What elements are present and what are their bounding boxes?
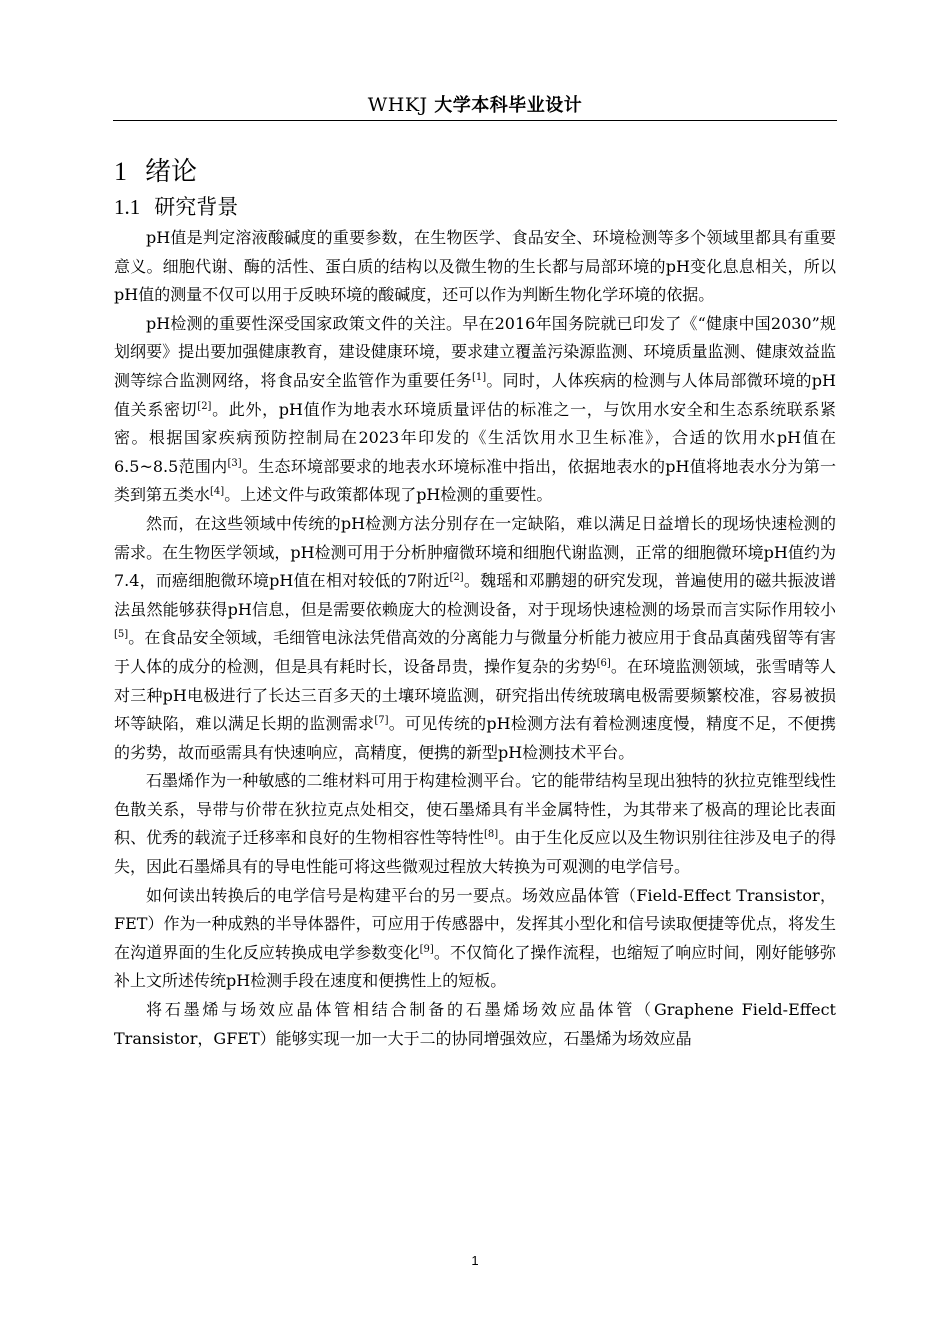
citation-marker: [1] [471,371,487,383]
header-divider [113,120,837,121]
paragraph-text: 。由于生化反应以及生物识别往往涉及电子的得失，因此石墨烯具有的导电性能可将这些微观过程放大转换为可观测的电学信号。 [114,828,836,877]
paragraph-text: 。上述文件与政策都体现了pH检测的重要性。 [224,485,553,505]
document-body [114,150,836,1053]
citation-marker: [4] [210,486,225,498]
body-paragraph [114,767,836,881]
page-header [113,92,837,119]
citation-marker: [9] [419,943,434,955]
section-number: 1.1 [114,195,141,219]
citation-marker: [7] [374,715,389,727]
section-heading [114,192,836,222]
paragraph-text: 。魏瑶和邓鹏翅的研究发现，普遍使用的磁共振波谱法虽然能够获得pH信息，但是需要依赖庞大的检测设备，对于现场快速检测的场景而言实际作用较小 [114,571,836,619]
paragraph-text: 。此外，pH值作为地表水环境质量评估的标准之一，与饮用水安全和生态系统联系紧密。根据国家疾病预防控制局在2023年印发的《生活饮用水卫生标准》，合适的饮用水pH值在6.5~8.5范围内 [114,399,836,476]
paragraph-text: 。可见传统的pH检测方法有着检测速度慢，精度不足，不便携的劣势，故而亟需具有快速响应，高精度，便携的新型pH检测技术平台。 [114,714,836,762]
chapter-heading [114,152,836,192]
section-title: 研究背景 [154,195,239,219]
chapter-number: 1 [114,157,127,186]
header-prefix: WHKJ [367,94,428,116]
paragraphs [114,224,836,1053]
paragraph-text: pH检测的重要性深受国家政策文件的关注。早在2016年国务院就已印发了《“健康中国2030”规划纲要》提出要加强健康教育，建设健康环境，要求建立覆盖污染源监测、环境质量监测、健康效益监测等综合监测网络，将食品安全监管作为重要任务 [114,313,836,390]
paragraph-text: 。不仅简化了操作流程，也缩短了响应时间，刚好能够弥补上文所述传统pH检测手段在速度和便携性上的短板。 [114,942,836,991]
paragraph-text: 然而，在这些领域中传统的pH检测方法分别存在一定缺陷，难以满足日益增长的现场快速检测的需求。在生物医学领域，pH检测可用于分析肿瘤微环境和细胞代谢监测，正常的细胞微环境pH值约为7.4，而癌细胞微环境pH值在相对较低的7附近 [114,513,836,591]
header-title: 大学本科毕业设计 [434,95,583,116]
body-paragraph [114,996,836,1053]
citation-marker: [3] [227,457,242,469]
citation-marker: [8] [484,829,499,841]
paragraph-text: 。同时，人体疾病的检测与人体局部微环境的pH值关系密切 [114,370,836,419]
paragraph-text: 石墨烯作为一种敏感的二维材料可用于构建检测平台。它的能带结构呈现出独特的狄拉克锥型线性色散关系，导带与价带在狄拉克点处相交，使石墨烯具有半金属特性，为其带来了极高的理论比表面积、优秀的载流子迁移率和良好的生物相容性等特性 [114,771,836,848]
citation-marker: [2] [197,400,212,412]
paragraph-text: pH值是判定溶液酸碱度的重要参数，在生物医学、食品安全、环境检测等多个领域里都具有重要意义。细胞代谢、酶的活性、蛋白质的结构以及微生物的生长都与局部环境的pH变化息息相关，所以pH值的测量不仅可以用于反映环境的酸碱度，还可以作为判断生物化学环境的依据。 [114,228,836,305]
body-paragraph [114,510,836,767]
page-number: 1 [471,1253,479,1268]
paragraph-text: 。生态环境部要求的地表水环境标准中指出，依据地表水的pH值将地表水分为第一类到第五类水 [114,456,836,505]
citation-marker: [6] [596,657,611,669]
body-paragraph [114,224,836,310]
citation-marker: [2] [449,572,464,584]
citation-marker: [5] [114,629,129,641]
body-paragraph [114,310,836,510]
chapter-title: 绪论 [145,157,198,187]
paragraph-text: 。在食品安全领域，毛细管电泳法凭借高效的分离能力与微量分析能力被应用于食品真菌残留等有害于人体的成分的检测，但是具有耗时长，设备昂贵，操作复杂的劣势 [114,628,836,676]
paragraph-text: 。在环境监测领域，张雪晴等人对三种pH电极进行了长达三百多天的土壤环境监测，研究指出传统玻璃电极需要频繁校准，容易被损坏等缺陷，难以满足长期的监测需求 [114,656,836,734]
paragraph-text: 将石墨烯与场效应晶体管相结合制备的石墨烯场效应晶体管（Graphene Field-Effect Transistor，GFET）能够实现一加一大于二的协同增强效应，石墨烯为场效应晶 [114,1000,836,1048]
paragraph-text: 如何读出转换后的电学信号是构建平台的另一要点。场效应晶体管（Field-Effect Transistor，FET）作为一种成熟的半导体器件，可应用于传感器中，发挥其小型化和信号读取便捷等优点，将发生在沟道界面的生化反应转换成电学参数变化 [114,885,836,962]
body-paragraph [114,882,836,996]
